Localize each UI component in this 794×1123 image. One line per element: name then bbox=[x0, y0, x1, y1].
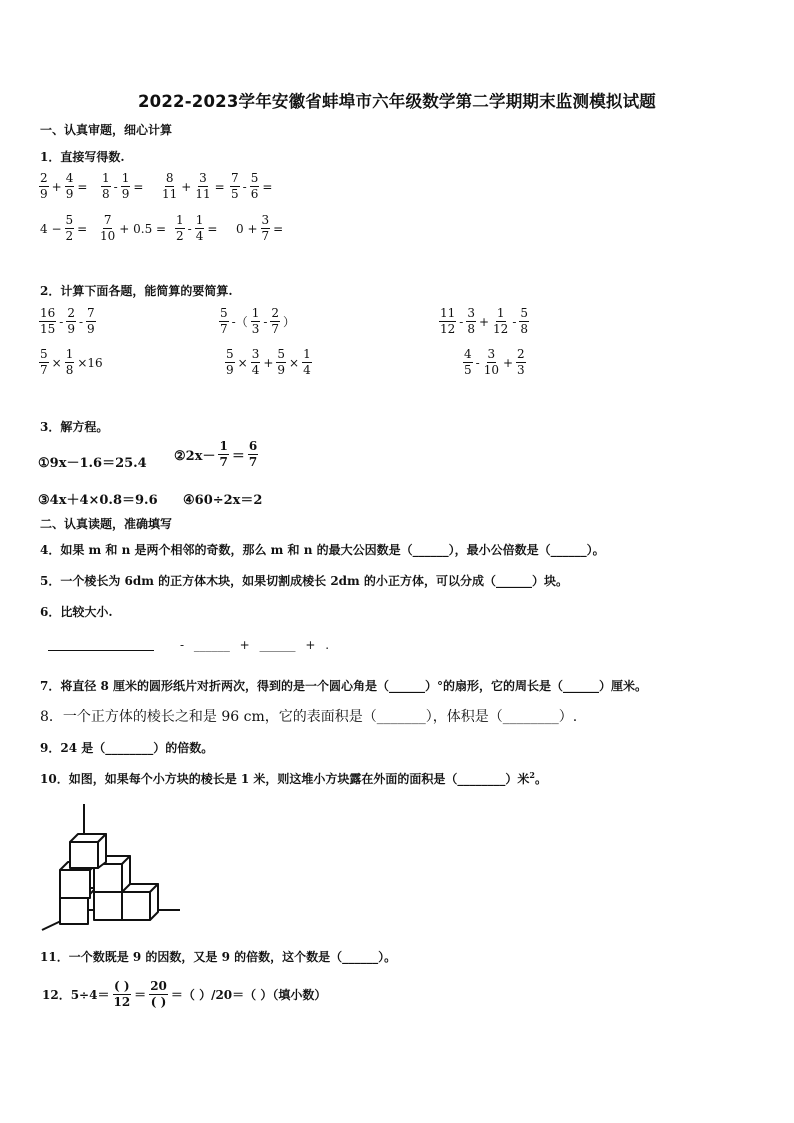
question-9: 9．24 是（________）的倍数。 bbox=[40, 741, 214, 755]
q6-compare-line: - ______ + ______ + . bbox=[180, 638, 330, 652]
q2-expr-2: $\frac{5}{7}$ -（ $\frac{1}{3}$ - $\frac{2}{7}$ ） bbox=[220, 306, 296, 337]
q1-row1-expr-3: $\frac{8}{11}$ + $\frac{3}{11}$ = bbox=[162, 171, 225, 202]
q2-expr-4: $\frac{5}{7}$ × $\frac{1}{8}$ ×16 bbox=[40, 347, 103, 378]
q1-row1-expr-4: $\frac{7}{5}$ - $\frac{5}{6}$ = bbox=[231, 171, 273, 202]
question-8: 8．一个正方体的棱长之和是 96 cm，它的表面积是（_______），体积是（________）. bbox=[40, 709, 578, 725]
q1-row2-expr-4: 0 + $\frac{3}{7}$ = bbox=[236, 213, 284, 244]
q2-expr-1: $\frac{16}{15}$ - $\frac{2}{9}$ - $\frac{7}{9}$ bbox=[40, 306, 95, 337]
question-11: 11．一个数既是 9 的因数，又是 9 的倍数，这个数是（______）。 bbox=[40, 950, 397, 964]
q1-row2-expr-1: 4 − $\frac{5}{2}$ = bbox=[40, 213, 88, 244]
section-heading-2: 二、认真读题，准确填写 bbox=[40, 517, 173, 531]
question-6-label: 6．比较大小. bbox=[40, 605, 113, 619]
q1-row1-expr-2: $\frac{1}{8}$ - $\frac{1}{9}$ = bbox=[102, 171, 144, 202]
question-1-label: 1．直接写得数. bbox=[40, 150, 125, 164]
q2-expr-3: $\frac{11}{12}$ - $\frac{3}{8}$ + $\frac{1}{12}$ - $\frac{5}{8}$ bbox=[440, 306, 529, 337]
question-3-label: 3．解方程。 bbox=[40, 420, 109, 434]
question-5: 5．一个棱长为 6dm 的正方体木块，如果切割成棱长 2dm 的小正方体，可以分成（______）块。 bbox=[40, 574, 568, 588]
question-12: 12．5÷4＝ $\frac{( )}{12}$ ＝ $\frac{20}{( )}$ ＝（ ）/20＝（ ）（填小数） bbox=[42, 979, 327, 1010]
q2-expr-5: $\frac{5}{9}$ × $\frac{3}{4}$ + $\frac{5}{9}$ × $\frac{1}{4}$ bbox=[226, 347, 311, 378]
cube-stack-figure bbox=[40, 802, 182, 934]
q3-equation-3: ③4x＋4×0.8＝9.6 bbox=[38, 493, 158, 508]
question-4: 4．如果 m 和 n 是两个相邻的奇数，那么 m 和 n 的最大公因数是（______），最小公倍数是（______）。 bbox=[40, 543, 605, 557]
q6-answer-line bbox=[48, 650, 154, 651]
q3-equation-4: ④60÷2x＝2 bbox=[183, 493, 263, 508]
page-title: 2022-2023学年安徽省蚌埠市六年级数学第二学期期末监测模拟试题 bbox=[138, 92, 656, 111]
q1-row2-expr-3: $\frac{1}{2}$ - $\frac{1}{4}$ = bbox=[176, 213, 218, 244]
q1-row1-expr-1: $\frac{2}{9}$ + $\frac{4}{9}$ = bbox=[40, 171, 88, 202]
question-10: 10．如图，如果每个小方块的棱长是 1 米，则这堆小方块露在外面的面积是（________）米$^2$。 bbox=[40, 770, 548, 786]
question-2-label: 2．计算下面各题，能简算的要简算. bbox=[40, 284, 233, 298]
question-7: 7．将直径 8 厘米的圆形纸片对折两次，得到的是一个圆心角是（______）°的扇形，它的周长是（______）厘米。 bbox=[40, 679, 648, 693]
section-heading-1: 一、认真审题，细心计算 bbox=[40, 123, 173, 137]
q2-expr-6: $\frac{4}{5}$ - $\frac{3}{10}$ + $\frac{2}{3}$ bbox=[464, 347, 525, 378]
q3-equation-1: ①9x－1.6＝25.4 bbox=[38, 456, 147, 471]
q1-row2-expr-2: $\frac{7}{10}$ + 0.5 = bbox=[100, 213, 167, 244]
q3-equation-2: ②2x－ $\frac{1}{7}$ ＝ $\frac{6}{7}$ bbox=[174, 439, 258, 470]
